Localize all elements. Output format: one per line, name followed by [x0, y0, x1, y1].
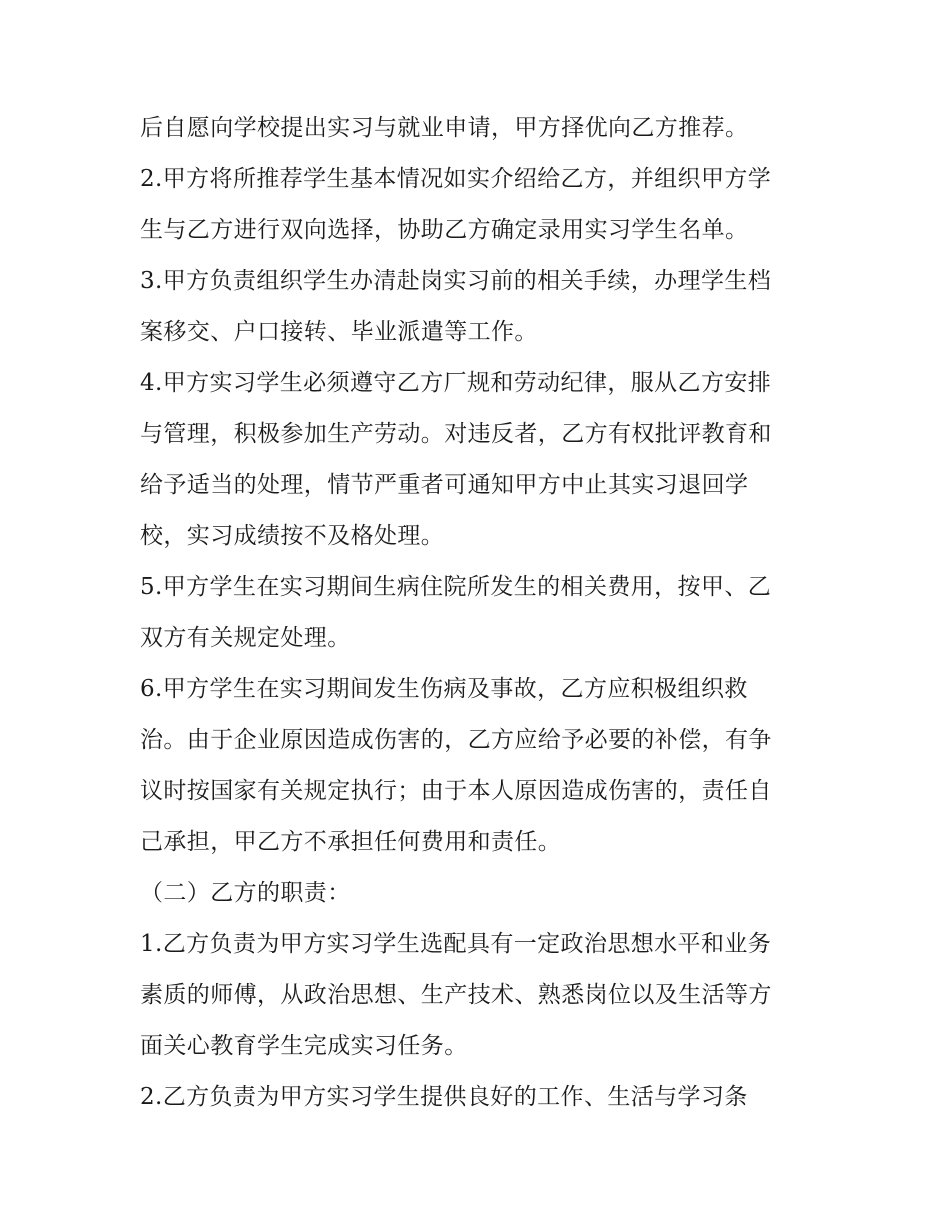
text-line: 案移交、户口接转、毕业派遣等工作。 — [140, 319, 538, 345]
text-line: 校，实习成绩按不及格处理。 — [140, 523, 445, 549]
text-line: 6.甲方学生在实习期间发生伤病及事故，乙方应积极组织救 — [140, 676, 748, 702]
section-heading: （二）乙方的职责： — [140, 880, 351, 906]
document-body — [140, 103, 830, 1123]
text-line: 与管理，积极参加生产劳动。对违反者，乙方有权批评教育和 — [140, 421, 772, 447]
text-line: 治。由于企业原因造成伤害的，乙方应给予必要的补偿，有争 — [140, 727, 772, 753]
text-line: 生与乙方进行双向选择，协助乙方确定录用实习学生名单。 — [140, 217, 749, 243]
text-line: 3.甲方负责组织学生办清赴岗实习前的相关手续，办理学生档 — [140, 268, 772, 294]
text-line: 4.甲方实习学生必须遵守乙方厂规和劳动纪律，服从乙方安排 — [140, 370, 772, 396]
text-line: 后自愿向学校提出实习与就业申请，甲方择优向乙方推荐。 — [140, 115, 749, 141]
text-line: 1.乙方负责为甲方实习学生选配具有一定政治思想水平和业务 — [140, 931, 772, 957]
text-line: 5.甲方学生在实习期间生病住院所发生的相关费用，按甲、乙 — [140, 574, 772, 600]
text-line: 2.甲方将所推荐学生基本情况如实介绍给乙方，并组织甲方学 — [140, 166, 772, 192]
text-line: 给予适当的处理，情节严重者可通知甲方中止其实习退回学 — [140, 472, 749, 498]
text-line: 议时按国家有关规定执行；由于本人原因造成伤害的，责任自 — [140, 778, 772, 804]
text-line: 素质的师傅，从政治思想、生产技术、熟悉岗位以及生活等方 — [140, 982, 772, 1008]
text-line: 2.乙方负责为甲方实习学生提供良好的工作、生活与学习条 — [140, 1084, 748, 1110]
text-line: 双方有关规定处理。 — [140, 625, 351, 651]
text-line: 己承担，甲乙方不承担任何费用和责任。 — [140, 829, 562, 855]
text-line: 面关心教育学生完成实习任务。 — [140, 1033, 468, 1059]
